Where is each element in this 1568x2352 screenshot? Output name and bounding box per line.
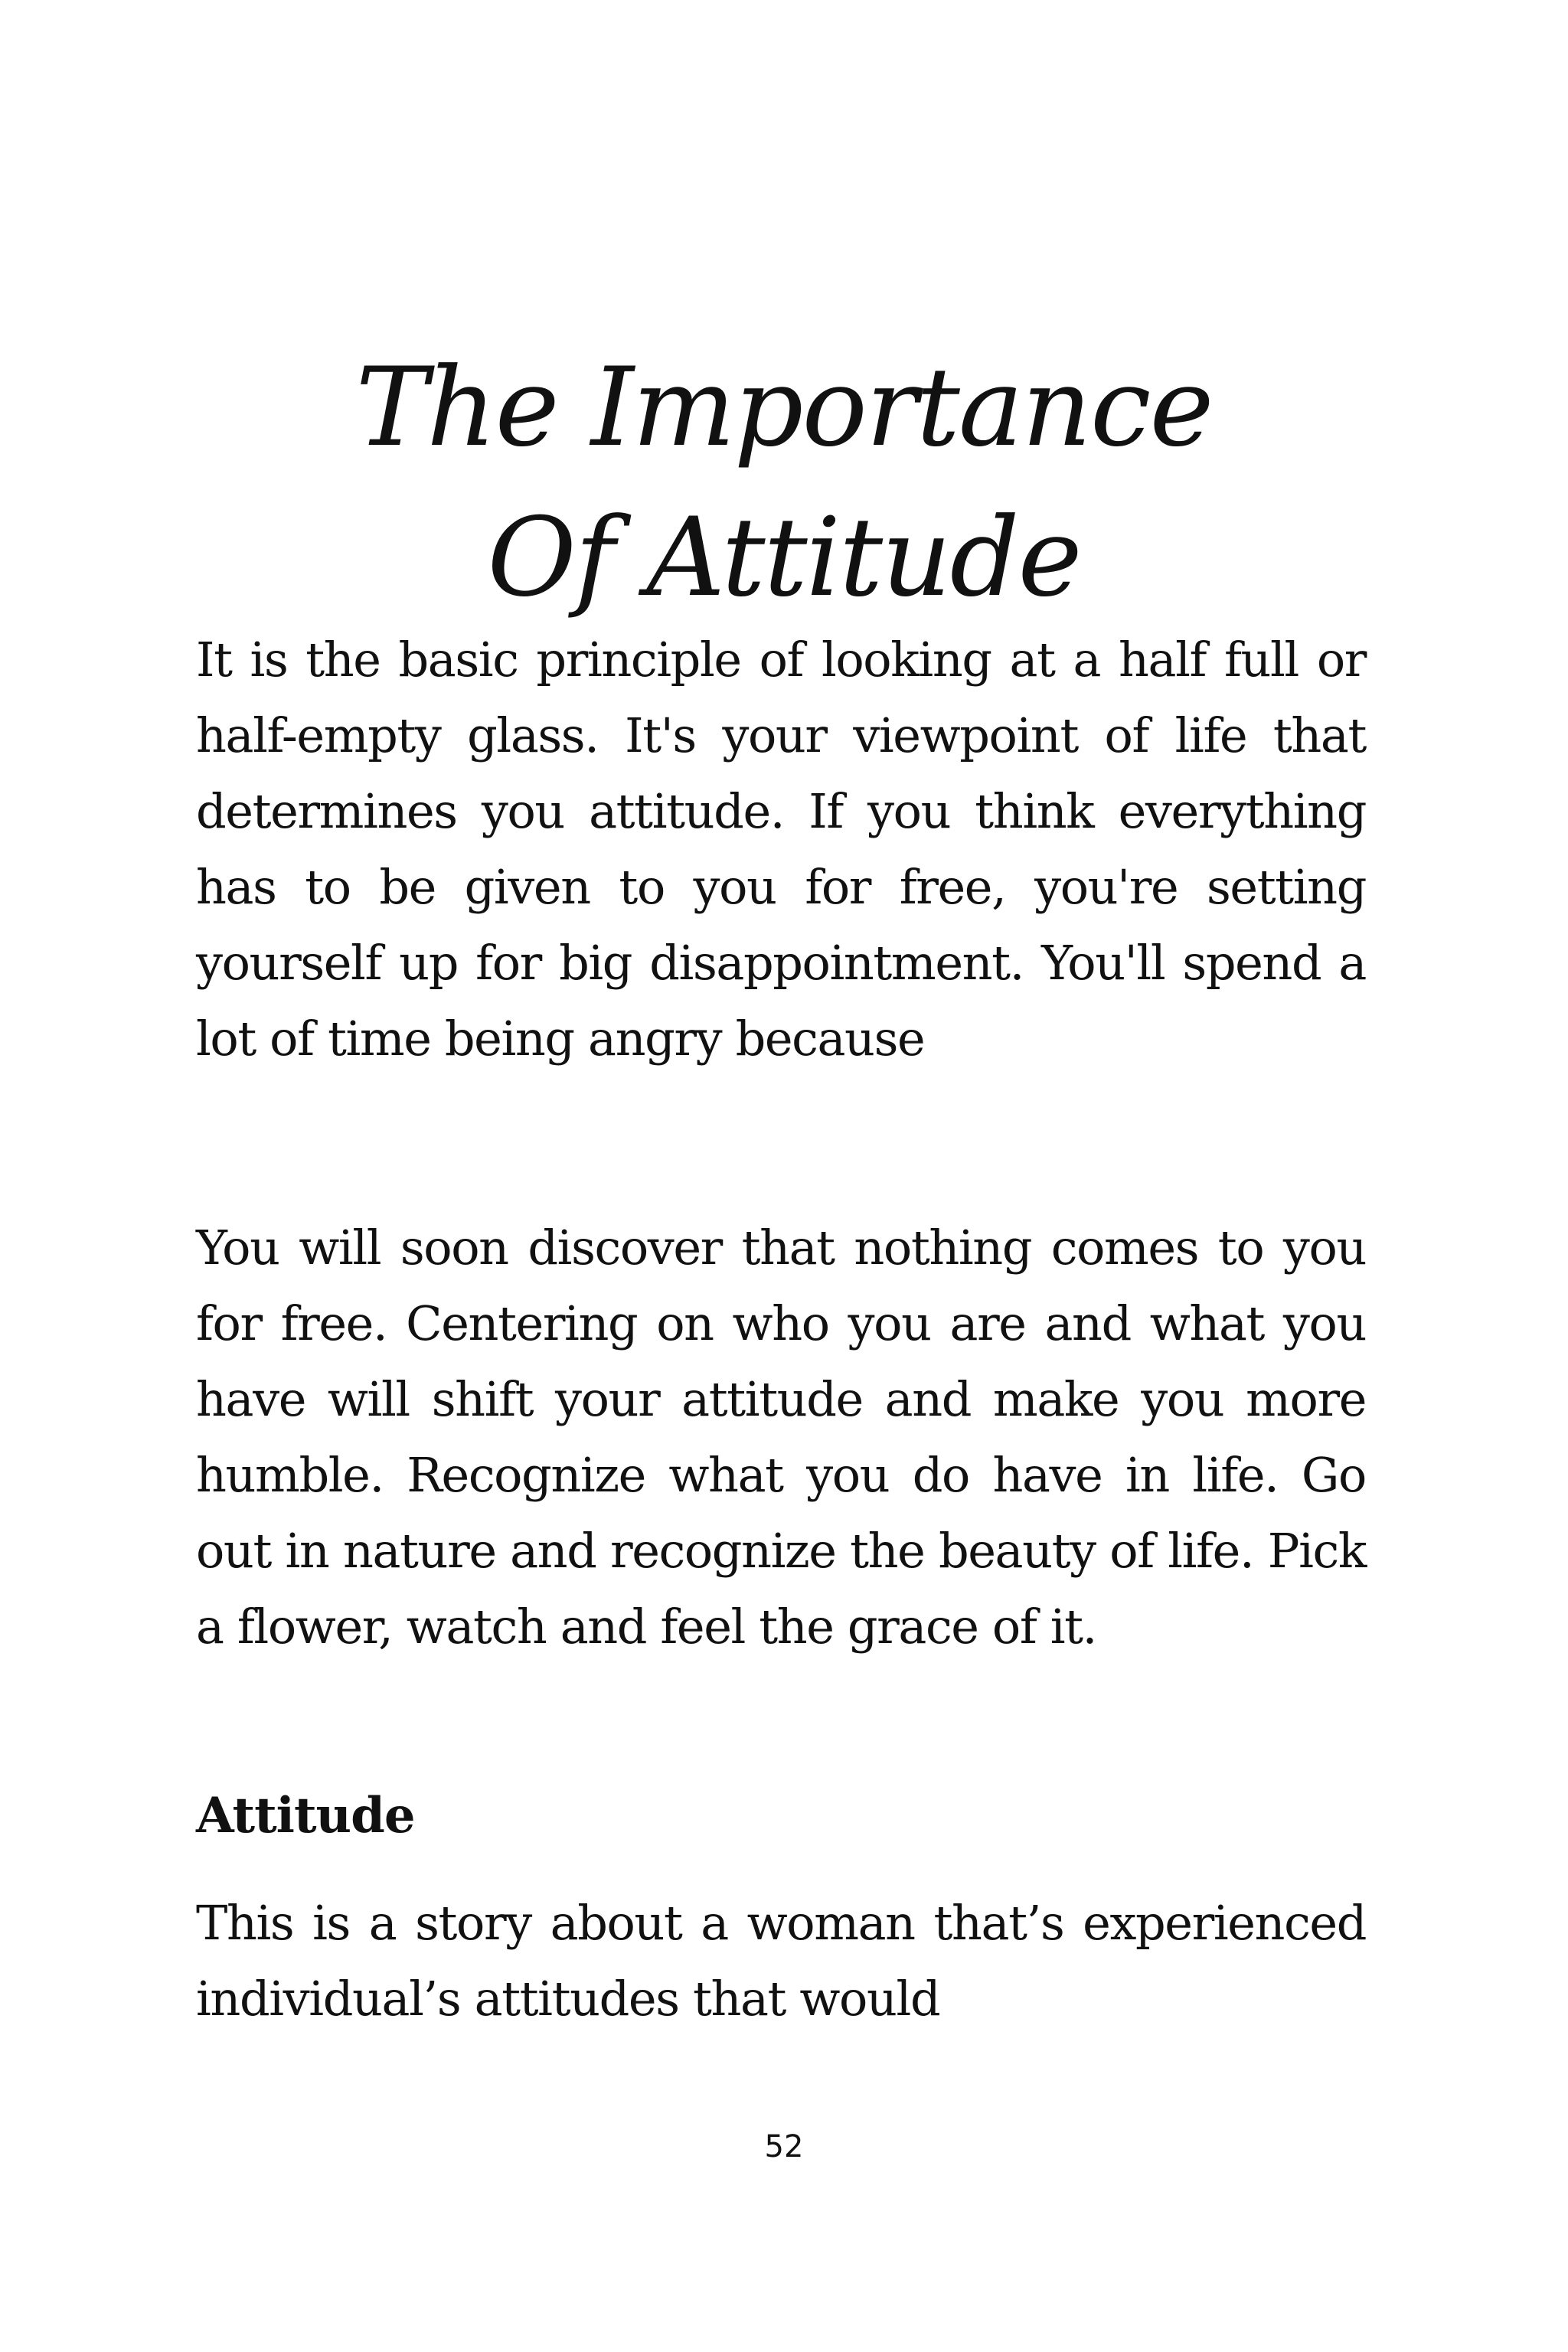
section-paragraph: This is a story about a woman that’s experienced individual’s attitudes that would: [196, 1895, 1366, 2027]
chapter-title-line-2: Of Attitude: [487, 495, 1081, 622]
chapter-title-line-1: The Importance: [355, 345, 1213, 472]
body-paragraph-2: You will soon discover that nothing comes to you for free. Centering on who you are and what you have will shift your attitude and make you more humble. Recognize what you do have in life. Go out in nature and recognize the beauty of life. Pick a flower, watch and feel the grace of it.: [196, 1220, 1366, 1655]
chapter-title: [0, 333, 1568, 633]
body-paragraph-1: It is the basic principle of looking at a half full or half-empty glass. It's your viewpoint of life that determines you attitude. If you think everything has to be given to you for free, you're setting yourself up for big disappointment. You'll spend a lot of time being angry because: [196, 632, 1366, 1067]
section-heading: Attitude: [196, 1787, 415, 1844]
page-number: 52: [764, 2129, 804, 2164]
